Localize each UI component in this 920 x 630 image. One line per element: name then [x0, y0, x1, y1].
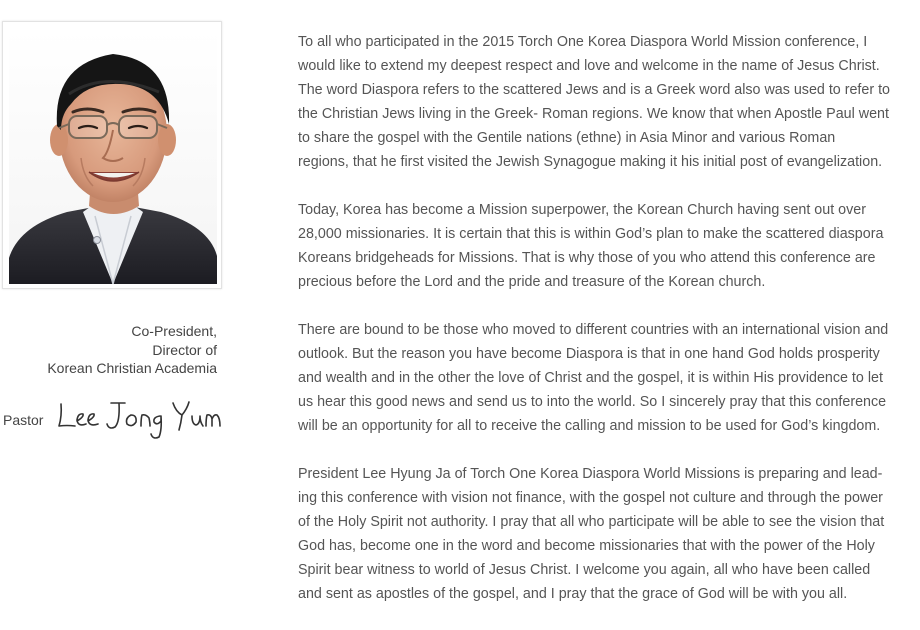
author-title-line: Korean Christian Academia — [47, 360, 217, 376]
letter-paragraph — [298, 318, 920, 438]
letter-paragraph — [298, 30, 920, 174]
letter-line: of the Holy Spirit not authority. I pray that all who participate will be able to see the vision that — [298, 514, 885, 530]
author-title — [0, 322, 217, 378]
letter-paragraph — [298, 462, 920, 606]
signature-lee-jong-yun — [53, 394, 225, 442]
letter-line: ing this conference with vision not finance, with the gospel not culture and through the power — [298, 490, 883, 506]
signature-row — [3, 394, 228, 442]
letter-line: outlook. But the reason you have become Diaspora is that in one hand God holds prosperity — [298, 346, 880, 362]
letter-line: Spirit bear witness to world of Jesus Christ. I welcome you again, all who have been called — [298, 562, 871, 578]
author-title-line: Director of — [152, 341, 217, 358]
pastor-label: Pastor — [3, 412, 44, 428]
letter-line: The word Diaspora refers to the scattered Jews and is a Greek word also was used to refer to — [298, 82, 891, 98]
letter-line: will be an opportunity for all to receive the calling and mission to be used for God’s kingdom. — [298, 418, 881, 434]
portrait-photo — [9, 30, 217, 284]
letter-line: There are bound to be those who moved to different countries with an international vision and — [298, 322, 889, 338]
letter-line: and wealth and in the other the love of Christ and the gospel, it is within His providence to let — [298, 370, 883, 386]
letter-line: Today, Korea has become a Mission superpower, the Korean Church having sent out over — [298, 202, 866, 218]
letter-line: to share the gospel with the Gentile nations (ethne) in Asia Minor and various Roman — [298, 130, 836, 146]
letter-line: us hear this good news and send us to into the world. So I sincerely pray that this conference — [298, 394, 887, 410]
letter-line: To all who participated in the 2015 Torch One Korea Diaspora World Mission conference, I — [298, 34, 868, 50]
welcome-letter — [298, 30, 920, 630]
letter-line: would like to extend my deepest respect and love and welcome in the name of Jesus Christ. — [298, 58, 880, 74]
letter-line: the Christian Jews living in the Greek- Roman regions. We know that when Apostle Paul went — [298, 106, 889, 122]
author-title-line: Co-President, — [131, 323, 217, 339]
letter-line: President Lee Hyung Ja of Torch One Korea Diaspora World Missions is preparing and lead- — [298, 466, 883, 482]
portrait-photo-frame — [2, 21, 222, 289]
letter-line: 28,000 missionaries. It is certain that this is within God’s plan to make the scattered diaspora — [298, 226, 884, 242]
letter-paragraph — [298, 198, 920, 294]
letter-line: regions, that he first visited the Jewish Synagogue making it his initial post of evangelization. — [298, 154, 883, 170]
letter-line: precious before the Lord and the pride and treasure of the Korean church. — [298, 274, 766, 290]
letter-line: and sent as apostles of the gospel, and I pray that the grace of God will be with you all. — [298, 586, 848, 602]
letter-line: God has, become one in the word and become missionaries that with the power of the Holy — [298, 538, 875, 554]
letter-line: Koreans bridgeheads for Missions. That is why those of you who attend this conference are — [298, 250, 876, 266]
